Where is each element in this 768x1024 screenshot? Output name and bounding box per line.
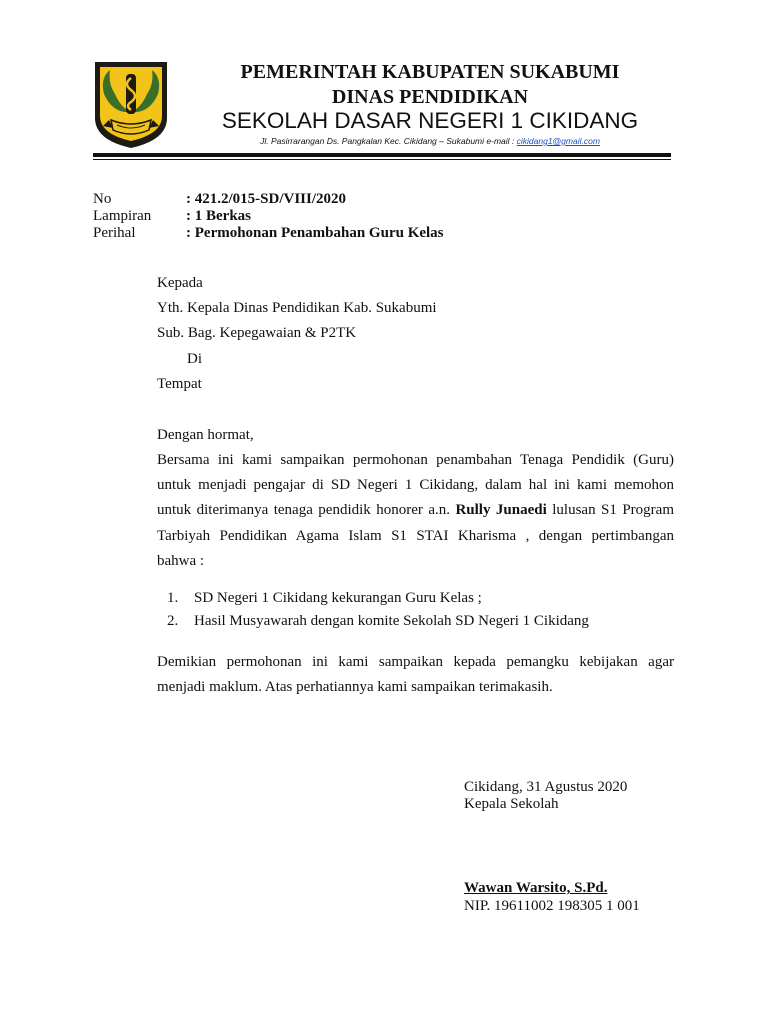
signature-title: Kepala Sekolah: [464, 796, 559, 812]
letterhead-address: [190, 136, 670, 147]
closing-line: Demikian permohonan ini kami sampaikan kepada pemangku kebijakan agar: [157, 654, 674, 670]
lampiran-value: : 1 Berkas: [186, 208, 251, 224]
salutation: Dengan hormat,: [157, 427, 254, 443]
list-item-number: 2.: [167, 613, 179, 629]
recipient-tempat: Tempat: [157, 376, 202, 392]
signature-nip: NIP. 19611002 198305 1 001: [464, 898, 640, 914]
letterhead-government: PEMERINTAH KABUPATEN SUKABUMI: [240, 61, 620, 83]
signature-place-date: Cikidang, 31 Agustus 2020: [464, 779, 628, 795]
perihal-value: : Permohonan Penambahan Guru Kelas: [186, 225, 444, 241]
paragraph-line: Tarbiyah Pendidikan Agama Islam S1 STAI Kharisma , dengan pertimbangan: [157, 528, 674, 544]
recipient-line2: Sub. Bag. Kepegawaian & P2TK: [157, 325, 357, 341]
recipient-kepada: Kepada: [157, 275, 203, 291]
no-value: : 421.2/015-SD/VIII/2020: [186, 191, 347, 207]
paragraph-line: Bersama ini kami sampaikan permohonan penambahan Tenaga Pendidik (Guru): [157, 452, 674, 468]
kabupaten-sukabumi-crest-icon: [93, 60, 169, 150]
perihal-label: Perihal: [93, 225, 136, 241]
paragraph-text: lulusan S1 Program: [552, 502, 674, 518]
paragraph-line: [157, 502, 674, 519]
no-label: No: [93, 191, 112, 207]
email-link[interactable]: cikidang1@gmail.com: [516, 136, 600, 146]
lampiran-label: Lampiran: [93, 208, 152, 224]
paragraph-line: bahwa :: [157, 553, 205, 569]
list-item-number: 1.: [167, 590, 179, 606]
letterhead-rule-thin: [93, 159, 671, 160]
closing-line: menjadi maklum. Atas perhatiannya kami sampaikan terimakasih.: [157, 679, 553, 695]
letterhead-department: DINAS PENDIDIKAN: [331, 86, 529, 108]
paragraph-text: untuk diterimanya tenaga pendidik honorer a.n.: [157, 502, 451, 518]
list-item: Hasil Musyawarah dengan komite Sekolah SD Negeri 1 Cikidang: [194, 613, 589, 629]
candidate-name: Rully Junaedi: [455, 502, 547, 518]
letterhead-school: SEKOLAH DASAR NEGERI 1 CIKIDANG: [221, 108, 639, 133]
list-item: SD Negeri 1 Cikidang kekurangan Guru Kelas ;: [194, 590, 482, 606]
letterhead-rule-thick: [93, 153, 671, 157]
paragraph-line: untuk menjadi pengajar di SD Negeri 1 Cikidang, dalam hal ini kami memohon: [157, 477, 674, 493]
address-text: Jl. Pasirrarangan Ds. Pangkalan Kec. Cikidang – Sukabumi e-mail :: [260, 136, 515, 146]
signature-name: Wawan Warsito, S.Pd.: [464, 880, 608, 896]
recipient-di: Di: [187, 351, 202, 367]
recipient-line1: Yth. Kepala Dinas Pendidikan Kab. Sukabumi: [157, 300, 437, 316]
